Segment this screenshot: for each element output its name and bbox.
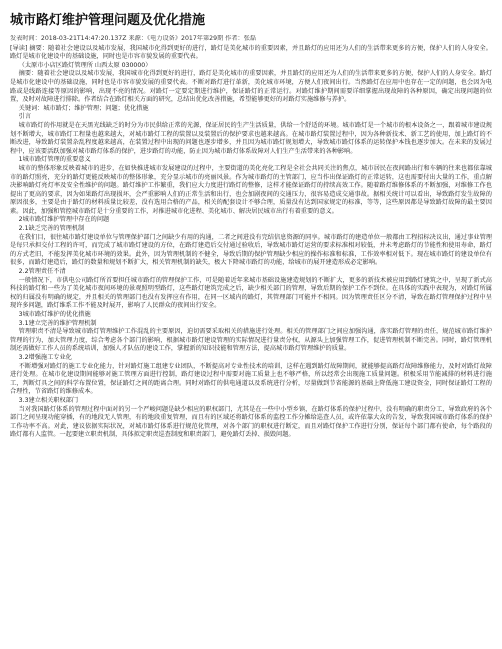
- body-paragraph: 城市路灯的作用就是在天黑光线缺乏的时分为市民供给正常的光源，保证居民的生产生活质量，供给一个舒适的环境。城市路灯是一个城市的根本设备之一，跟着城市建设规划不断增大，城市路灯工程量也越来越大，对城市路灯工程的装置以及装置后的保护要求也越来越高。在城市路灯装置过程中，因为各种新技术、新工艺的使用，加上路灯的不断改进，导致路灯装置杂乱程度越来越高，在装置过程中出现的问题也逐步增多，并且因为城市路灯规划增大，导致城市路灯体系的运转保护本钱也逐步加大。在未来的发展过程中，应该要活跃加强对城市路灯体系的保护，进步路灯的功能，防止因为城市路灯体系故障对人们生产生活带来的各种影响。: [10, 121, 492, 155]
- subsection-heading-3-2: 3.2增强施工专业化: [18, 353, 72, 361]
- keywords: 关键词：城市路灯；维护管理；问题；优化措施: [18, 104, 149, 112]
- lead-paragraph: [导读] 摘要：随着社会建设以及城市发展，我国城市化得到更好的进行，路灯是美化城市的重要因素，并且路灯的应用还为人们的生活带来更多的方便，保护人们的人身安全。路灯是城市化建设中的基础设施，同时也是市容市貌发展的重要代表。: [10, 44, 492, 61]
- section-heading-2: 2城市路灯维护管理中存在的问题: [18, 216, 110, 224]
- article-title: 城市路灯维护管理问题及优化措施: [10, 13, 206, 28]
- section-heading-intro: 引言: [18, 113, 32, 121]
- section-heading-1: 1城市路灯管理的重要意义: [18, 156, 91, 164]
- body-paragraph: 管理职责不清是导致城市路灯管理维护工作混乱的主要原因，迫切需要采取相关的措施进行处理。相关的管理部门之间应加强沟通，落实路灯管理的责任，规范城市路灯维护管理的行为，加大管理力度，综合考虑各个部门的影响，根据城市路灯建设管理的实际情况进行量责分权，从源头上加强管理工作，促进管理机制不断完善。同时，路灯管理机制还需做好工作人员的系统培训，加强人才队伍的建设工作，掌握新的知识技能和管理方法，提高城市路灯管理维护的质量。: [10, 328, 492, 353]
- author-affiliation: （太原市小店区路灯管理所 山西太原 030000）: [18, 61, 152, 69]
- section-heading-3: 3城市路灯维护的优化措施: [18, 311, 91, 318]
- body-paragraph: 城市的整体形象反映着城市的进步，在如快推进城市发展建设的过程中，主要街道的美化亮化工程是全社会共同关注的焦点，城市居民在夜间路出行和车辆的往来也都依靠城市的路灯照亮，充分的路灯更能反映城市的整体形象，充分显示城市的亮丽风景。作为城市路灯的主管部门，应当作出保证路灯的正常运转，这也需要付出大量的工作，重点解决影响路灯亮灯率及安全性维护的问题。路灯维护工作繁重，我们应大力度进行路灯的整修，这样才能保证路灯的持续高效工作。随着路灯维修体系的不断加强，对维修工作也提出了更高的要求，因为如果路灯出现损坏，会严重影响人们的正常生活和出行，也会加剧夜间的交通压力，很容易造成交通事故。据相关统计可以看出，导致路灯发生故障的原因很多，主要是由于路灯的材料质量比较差，没有选用合格的产品，相关的配套设计不够合理，质量没有达到国家规定的标准，等等，这些原因都是导致路灯故障的最主要因素。因此，加强和管控城市路灯是十分重要的工作，对推进城市化进程、美化城市、解决居民城市出行有着重要的意义。: [10, 164, 492, 215]
- body-paragraph: 当对我国路灯体系的管理过程中面对的另一个严峻问题是缺少相应的职权部门，尤其是在一些中小型乡镇，在路灯体系的保护过程中，没有明确的职责分工，导致政府的各个部门之间呈现功能穿插，有的地段无人管理，有的地段重复管理，而且有的区域还将路灯体系的监控工作分摊给巡查人员，或许依靠大众的告发，导致我国城市路灯体系的保护工作功率不高。对此，建议依据实际状况，对城市路灯体系进行规范化管理，对各个部门的职权进行断定，而且对路灯保护工作进行分别，保证每个部门都有使命，每个路段的路灯都有人监管。一起要建立职责机制，具体拟定职责巡查制度和职责部门，避免路灯丢掉、损毁问题。: [10, 405, 492, 439]
- subsection-heading-3-3: 3.3建立相关职权部门: [18, 396, 79, 404]
- article-meta: 发表时间：2018-03-21T14:47:20.137Z 来源：《电力设备》2017年第29期 作者：张磊: [10, 35, 257, 42]
- body-paragraph: 一般情况下，市供电公司路灯所首要担任城市路灯的管理保护工作，可是随着近年来城市基础设施建造规划的不断扩大，更多的新技术被应用到路灯建筑之中，呈现了新式高科技的路灯和一些为了美化城市夜间环境的景观照明型路灯，这些路灯建筑完成之后，缺少相关部门的管理，导致后期的保护工作不到位。在具体的实践中表现为，对路灯所属权的归属没有明确的规定，并且相关的管理部门也没有发挥应有作用，在同一区域内的路灯，其管理部门可能并不相同。因为管理责任区分不清，导致在路灯管理保护过程中呈现许多问题，路灯维系工作不能及时展开，影响了人民群众的夜间出行安全。: [10, 276, 492, 310]
- body-paragraph: 不断增强对路灯的施工专业化能力，针对路灯施工组建专业团队，不断提高对专业性技术的培训，这样在遇到路灯故障期间，就能够提高路灯故障维修能力，及时对路灯故障进行处理。在城市化建设期间能够对施工管理方面进行控制，路灯建设过程中需要对施工质量上也不够严格，所以经常会出现施工质量问题。积极采用节能减排的材料进行施工，判断灯具之间的科学布置位置，保证路灯之间的距离合理。同时对路灯的供电通道以及系统进行分析，尽量做到节省能源的基础上降低施工建设资金，同时保证路灯工程的合理性，节省路灯的维修成本。: [10, 362, 492, 396]
- abstract-paragraph: 摘要：随着社会建设以及城市发展，我国城市化得到更好的进行，路灯是美化城市的重要因素，并且路灯的应用还为人们的生活带来更多的方便，保护人们的人身安全。路灯是城市化建设中的基础设施，同时也是市容市貌发展的重要代表。不断对路灯进行革新，美化城市环境，方便人们夜间出行。当然路灯在应用中也存在一定的问题，也会因为电路或是线路连接等原因的影响，出现不亮的情况。对路灯一定要定期进行维护，保证路灯的正常运行。对路灯维护期间需要详细掌握出现故障的各种原因，确定出现问题的位置，及时对故障进行排除。作者结合在路灯相关方面的研究，总结出优化改善措施，希望能够更好的对路灯实施维修与养护。: [10, 70, 492, 104]
- body-paragraph: 在我们目，很往城市路灯建设单位与管理保护部门之间缺少有用的沟通，二者之间进没有完结信息资源的同享。城市路灯的建造单位一般都由工程招标决议出，通过事业管理是每只承担交付工程的许可，而完成了城市路灯建设的方位，在路灯建造后交付通过验收后，导致城市路灯运营的要求标准相对较低，并未考虑路灯的节能性和使用寿命，路灯的方式老旧，不能发挥美化城市环境的效果。此外，因为管理机制的不健全，导致后期的保护管理缺少相应的操作标准和标准，工作效率相对低下。现在城市路灯的建设单位有很多，而路灯建造后，路灯的数量和规划不断扩大，相关管理机制的缺失，极大下降城市路灯的功能，给城市的展开建造形成必定影响。: [10, 233, 492, 267]
- subsection-heading-3-1: 3.1建立完善的维护管理机制: [18, 319, 97, 327]
- subsection-heading-2-2: 2.2管理责任不清: [18, 268, 66, 276]
- subsection-heading-2-1: 2.1缺乏完善的管理机制: [18, 225, 85, 233]
